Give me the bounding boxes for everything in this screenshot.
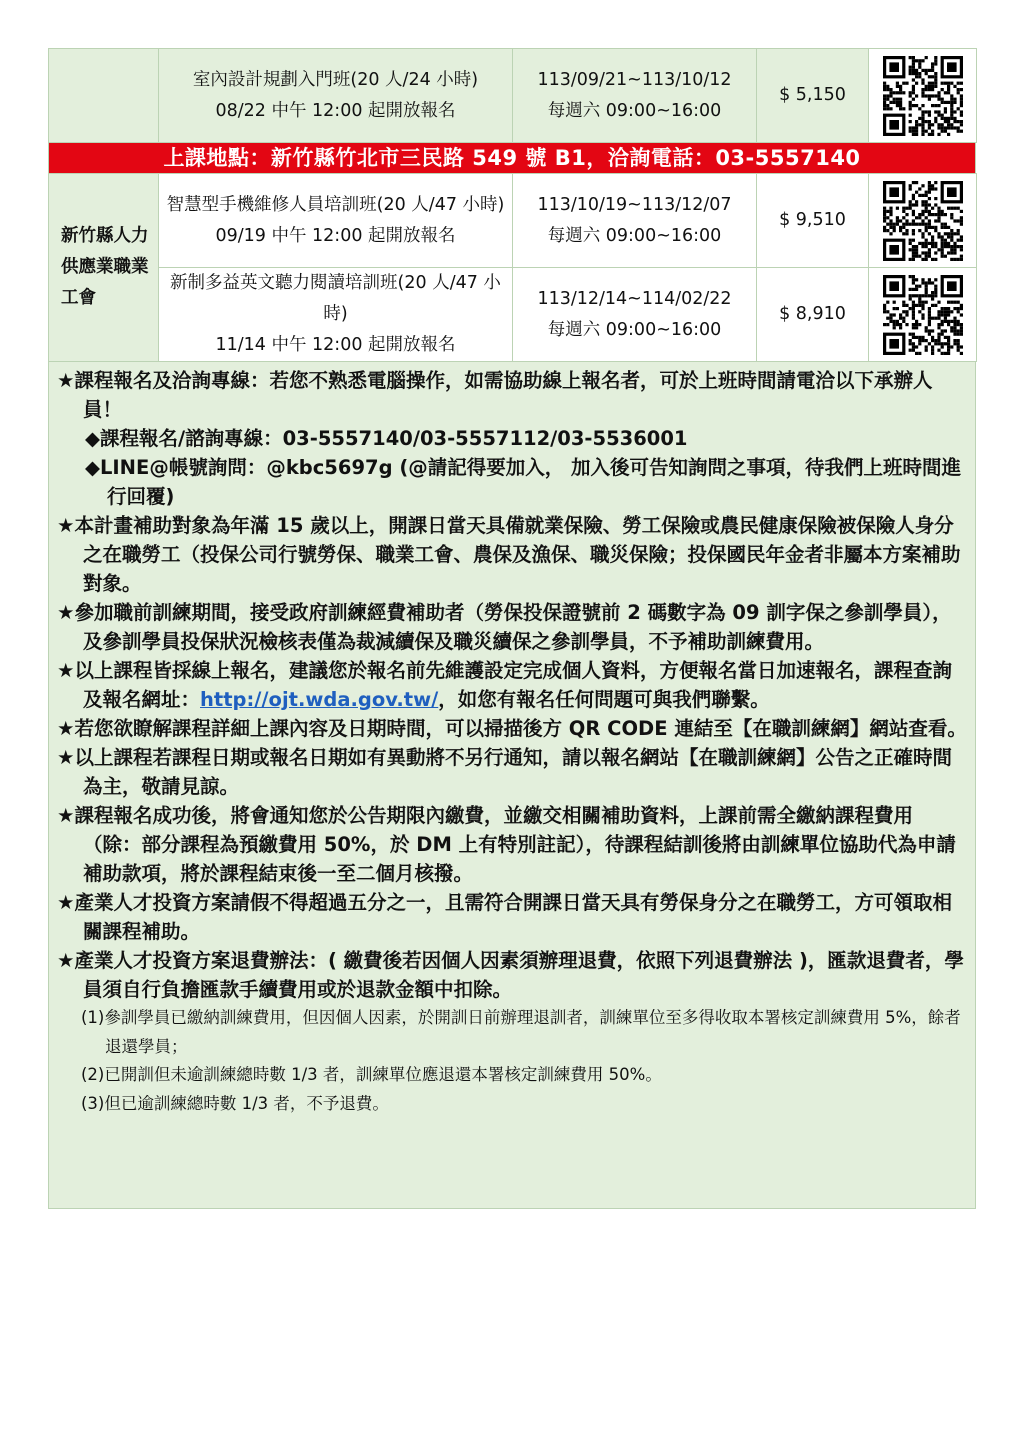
qr-code-icon[interactable] bbox=[883, 56, 963, 136]
refund-rule-2: (2)已開訓但未逾訓練總時數 1/3 者，訓練單位應退還本署核定訓練費用 50%。 bbox=[81, 1065, 662, 1084]
note-online-registration-text: ★以上課程皆採線上報名，建議您於報名前先維護設定完成個人資料，方便報名當日加速報名，課程查詢及報名網址： bbox=[57, 659, 952, 711]
note-online-registration-tail: ，如您有報名任何問題可與我們聯繫。 bbox=[438, 688, 770, 711]
course-date-cell bbox=[513, 49, 757, 143]
note-schedule-change: ★以上課程若課程日期或報名日期如有異動將不另行通知，請以報名網站【在職訓練網】公告之正確時間為主，敬請見諒。 bbox=[57, 746, 952, 798]
course-date-cell bbox=[513, 268, 757, 362]
org-cell-empty bbox=[49, 49, 159, 143]
course-name-cell bbox=[159, 174, 513, 268]
course-date-cell bbox=[513, 174, 757, 268]
course-time: 每週六 09:00~16:00 bbox=[547, 225, 722, 246]
note-online-registration bbox=[57, 656, 967, 714]
course-dates: 113/12/14~114/02/22 bbox=[537, 288, 732, 309]
note-line-account: ◆LINE@帳號詢問：@kbc5697g (@請記得要加入， 加入後可告知詢問之事項，待我們上班時間進行回覆) bbox=[85, 456, 962, 508]
course-name: 新制多益英文聽力閱讀培訓班(20 人/47 小時) bbox=[170, 273, 501, 324]
note-qr-code: ★若您欲瞭解課程詳細上課內容及日期時間，可以掃描後方 QR CODE 連結至【在職訓練網】網站查看。 bbox=[57, 717, 967, 740]
organizer: 新竹縣人力供應業職業工會 bbox=[49, 174, 159, 362]
course-time: 每週六 09:00~16:00 bbox=[547, 100, 722, 121]
note-refund-policy: ★產業人才投資方案退費辦法：( 繳費後若因個人因素須辦理退費，依照下列退費辦法 )，匯款退費者，學員須自行負擔匯款手續費用或於退款金額中扣除。 bbox=[57, 949, 964, 1001]
qr-code-icon[interactable] bbox=[883, 275, 963, 355]
qr-code-cell bbox=[869, 49, 977, 143]
registration-link[interactable]: http://ojt.wda.gov.tw/ bbox=[200, 688, 439, 711]
note-leave-policy: ★產業人才投資方案請假不得超過五分之一，且需符合開課日當天具有勞保身分之在職勞工，方可領取相關課程補助。 bbox=[57, 891, 952, 943]
notes-panel bbox=[48, 362, 976, 1209]
course-row bbox=[49, 268, 977, 362]
course-name: 智慧型手機維修人員培訓班(20 人/47 小時) bbox=[166, 194, 505, 215]
course-price: $ 8,910 bbox=[757, 268, 869, 362]
qr-code-cell bbox=[869, 268, 977, 362]
course-price: $ 9,510 bbox=[757, 174, 869, 268]
course-table bbox=[48, 48, 977, 143]
note-exclusion: ★參加職前訓練期間，接受政府訓練經費補助者（勞保投保證號前 2 碼數字為 09 訓字保之參訓學員），及參訓學員投保狀況檢核表僅為裁減續保及職災續保之參訓學員，不予補助訓練費用。 bbox=[57, 601, 952, 653]
refund-rule-3: (3)但已逾訓練總時數 1/3 者，不予退費。 bbox=[81, 1093, 389, 1113]
course-dates: 113/10/19~113/12/07 bbox=[537, 194, 732, 215]
course-name-cell bbox=[159, 268, 513, 362]
location-bar: 上課地點：新竹縣竹北市三民路 549 號 B1，洽詢電話：03-5557140 bbox=[48, 143, 976, 173]
course-open-time: 08/22 中午 12:00 起開放報名 bbox=[215, 100, 456, 121]
qr-code-icon[interactable] bbox=[883, 181, 963, 261]
course-row bbox=[49, 174, 977, 268]
course-price: $ 5,150 bbox=[757, 49, 869, 143]
note-inquiry: ★課程報名及洽詢專線：若您不熟悉電腦操作，如需協助線上報名者，可於上班時間請電洽以下承辦人員！ bbox=[57, 369, 933, 421]
course-name: 室內設計規劃入門班(20 人/24 小時) bbox=[192, 69, 479, 90]
note-payment: ★課程報名成功後，將會通知您於公告期限內繳費，並繳交相關補助資料，上課前需全繳納課程費用（除：部分課程為預繳費用 50%，於 DM 上有特別註記），待課程結訓後將由訓練單位協助代為申請補助款項，將於課程結束後一至二個月核撥。 bbox=[57, 804, 956, 885]
note-phone-lines: ◆課程報名/諮詢專線：03-5557140/03-5557112/03-5536001 bbox=[85, 427, 688, 450]
course-time: 每週六 09:00~16:00 bbox=[547, 319, 722, 340]
course-row bbox=[49, 49, 977, 143]
course-dates: 113/09/21~113/10/12 bbox=[537, 69, 732, 90]
refund-rule-1: (1)參訓學員已繳納訓練費用，但因個人因素，於開訓日前辦理退訓者，訓練單位至多得收取本署核定訓練費用 5%，餘者退還學員； bbox=[81, 1008, 961, 1056]
course-open-time: 09/19 中午 12:00 起開放報名 bbox=[215, 225, 456, 246]
note-eligibility: ★本計畫補助對象為年滿 15 歲以上，開課日當天具備就業保險、勞工保險或農民健康保險被保險人身分之在職勞工（投保公司行號勞保、職業工會、農保及漁保、職災保險；投保國民年金者非屬本方案補助對象。 bbox=[57, 514, 961, 595]
course-table-2 bbox=[48, 173, 977, 362]
course-open-time: 11/14 中午 12:00 起開放報名 bbox=[215, 335, 456, 355]
qr-code-cell bbox=[869, 174, 977, 268]
course-flyer bbox=[48, 48, 976, 1209]
course-name-cell bbox=[159, 49, 513, 143]
